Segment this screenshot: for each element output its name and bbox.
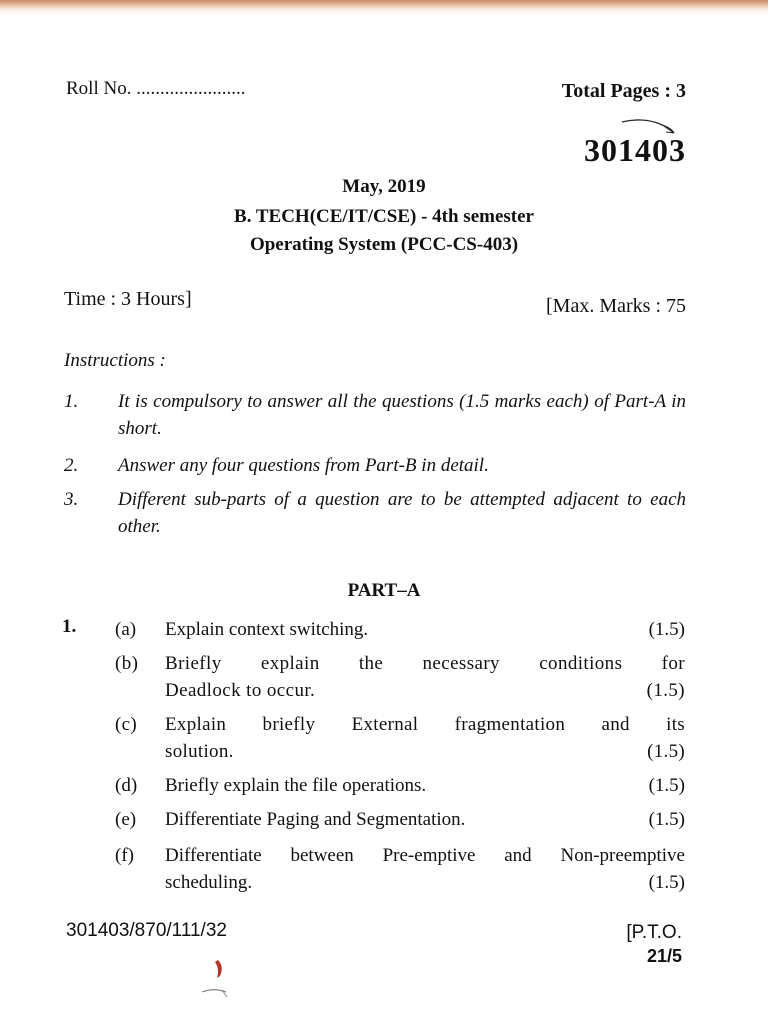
question-text-continued: solution. [165,741,234,762]
question-letter: (a) [115,619,137,640]
instruction-number: 2. [64,455,79,476]
question-letter: (b) [115,653,139,674]
question-text: Differentiate between Pre-emptive and Non-preemptive [165,845,685,866]
footer-paper-code: 301403/870/111/32 [66,920,227,941]
instruction-text: It is compulsory to answer all the questions (1.5 marks each) of Part-A in short. [118,391,686,439]
question-marks: (1.5) [647,741,685,762]
question-marks: (1.5) [648,809,685,830]
question-text: Differentiate Paging and Segmentation. [165,809,466,830]
instruction-text: Different sub-parts of a question are to be attempted adjacent to each other. [118,489,686,537]
total-pages: Total Pages : 3 [561,80,686,102]
roll-number-line: Roll No. ....................... [66,78,246,99]
question-marks: (1.5) [648,872,685,893]
question-marks: (1.5) [646,680,685,701]
question-text: Briefly explain the file operations. [165,775,427,796]
ink-smudge-mark [196,956,236,1000]
footer-handwritten-number: 21/5 [646,946,682,966]
max-marks: [Max. Marks : 75 [546,295,686,317]
question-item-c [115,711,685,765]
paper-code: 301403 [584,132,686,168]
question-number: 1. [62,616,77,637]
exam-duration: Time : 3 Hours] [64,288,192,310]
instruction-text: Answer any four questions from Part-B in detail. [118,455,489,476]
instruction-number: 3. [64,489,79,510]
instruction-item [64,452,686,479]
question-item-d [115,772,685,799]
question-text: Briefly explain the necessary conditions for [165,653,685,674]
please-turn-over: [P.T.O. [626,922,682,943]
question-letter: (c) [115,714,137,735]
exam-date: May, 2019 [342,176,426,197]
question-text: Explain briefly External fragmentation and its [165,714,685,735]
question-item-b [115,650,685,704]
question-letter: (e) [115,809,137,830]
part-a-heading: PART–A [347,580,421,601]
question-item-e [115,806,685,833]
instruction-number: 1. [64,391,79,412]
question-text-continued: scheduling. [165,872,253,893]
question-text-continued: Deadlock to occur. [165,680,316,701]
question-letter: (d) [115,775,138,796]
course-title: B. TECH(CE/IT/CSE) - 4th semester [234,206,534,227]
instruction-item [64,486,686,540]
subject-title: Operating System (PCC-CS-403) [249,234,519,255]
question-marks: (1.5) [648,619,685,640]
instruction-item [64,388,686,442]
question-item-f [115,842,685,896]
question-text: Explain context switching. [165,619,369,640]
instructions-heading: Instructions : [64,350,166,371]
scan-edge-shadow [0,0,768,16]
question-item-a [115,616,685,643]
question-marks: (1.5) [648,775,685,796]
question-letter: (f) [115,845,134,866]
